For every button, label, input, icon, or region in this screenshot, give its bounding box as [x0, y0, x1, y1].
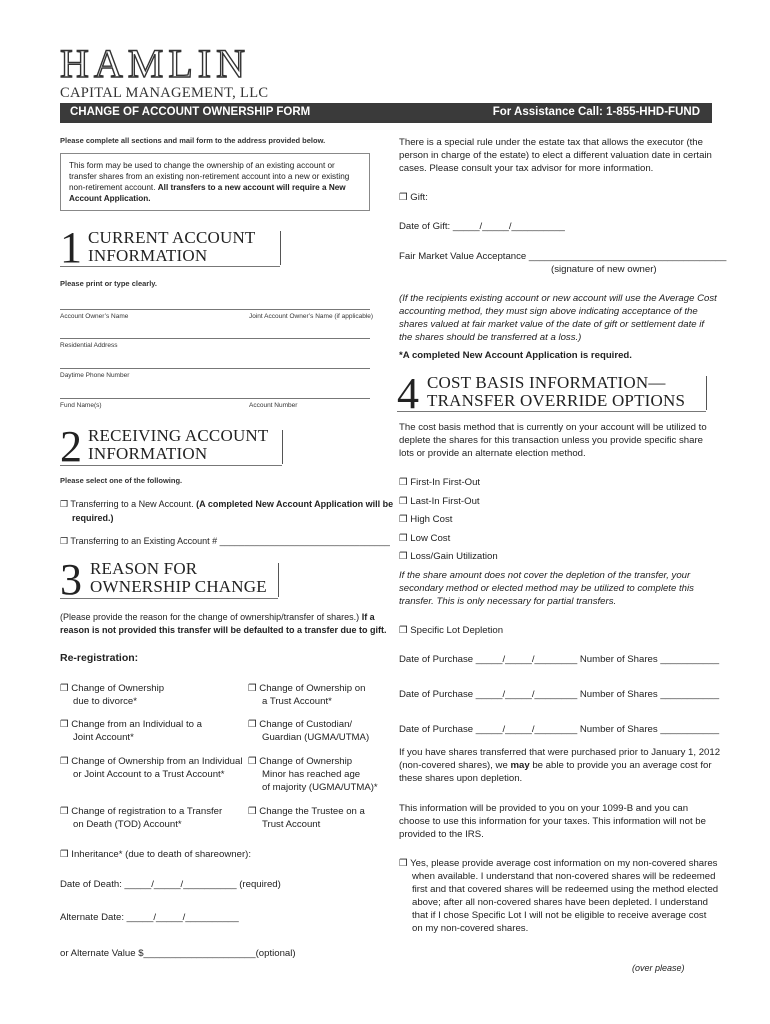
- section-4-bracket: [706, 376, 707, 410]
- opt-minor-cont2: of majority (UGMA/UTMA)*: [262, 782, 378, 793]
- intro-text: Please complete all sections and mail form to the address provided below.: [60, 136, 326, 145]
- opt-joint-label: Change from an Individual to a: [71, 719, 202, 730]
- section-1-title-line1: CURRENT ACCOUNT: [88, 228, 256, 247]
- checkbox-icon[interactable]: ❒: [248, 719, 257, 730]
- section-1-underline: [60, 266, 280, 267]
- option-new-account-note: (A completed New Account Application will be: [196, 499, 394, 509]
- checkbox-icon[interactable]: ❒: [60, 719, 69, 730]
- opt-tod[interactable]: [60, 805, 222, 818]
- section-2-title-line2: INFORMATION: [88, 444, 208, 463]
- section-3-underline: [60, 598, 278, 599]
- opt-high-cost[interactable]: [399, 513, 452, 526]
- checkbox-icon[interactable]: ❒: [399, 858, 408, 869]
- checkbox-icon[interactable]: ❒: [399, 514, 408, 525]
- checkbox-icon[interactable]: ❒: [399, 533, 408, 544]
- avg-note-line2: accounting method, they must sign above indicating acceptance of the: [399, 306, 698, 317]
- section-4-title-line1: COST BASIS INFORMATION—: [427, 373, 666, 392]
- option-existing-account[interactable]: [60, 535, 390, 547]
- info-line1: This information will be provided to you on your 1099-B and you can: [399, 803, 689, 814]
- opt-loss-gain-label: Loss/Gain Utilization: [410, 551, 498, 562]
- option-existing-account-label: Transferring to an Existing Account # __________________________________: [70, 536, 390, 546]
- noncovered-line2-may: may: [510, 760, 530, 771]
- application-required: *A completed New Account Application is required.: [399, 350, 632, 361]
- account-number-label: Account Number: [249, 402, 298, 409]
- opt-joint-cont: Joint Account*: [73, 732, 134, 743]
- opt-trust-cont: or Joint Account to a Trust Account*: [73, 769, 225, 780]
- option-new-account-note-cont: required.): [72, 513, 114, 523]
- alternate-date-field[interactable]: Alternate Date: _____/_____/__________: [60, 912, 239, 923]
- cost-basis-desc2: deplete the shares for this transaction unless you provide specific share: [399, 435, 703, 446]
- joint-owner-label: Joint Account Owner’s Name (if applicable): [249, 313, 374, 320]
- avg-note-line3: shares valued at fair market value of the date of gift or settlement date if: [399, 319, 705, 330]
- opt-minor[interactable]: [248, 755, 352, 768]
- fund-label: Fund Name(s): [60, 402, 102, 409]
- reason-note-text: (Please provide the reason for the change of ownership/transfer of shares.): [60, 612, 360, 622]
- checkbox-icon[interactable]: ❒: [248, 806, 257, 817]
- opt-gift-label: Gift:: [410, 192, 428, 203]
- over-please: (over please): [632, 963, 685, 973]
- avg-cost-line6: on my non-covered shares.: [412, 923, 529, 934]
- special-rule-line2: person in charge of the estate) to elect a different valuation date in certain: [399, 150, 712, 161]
- opt-joint[interactable]: [60, 718, 202, 731]
- opt-trustee-label: Change the Trustee on a: [259, 806, 365, 817]
- purchase-row-2[interactable]: Date of Purchase _____/_____/________ Number of Shares ___________: [399, 689, 720, 700]
- opt-loss-gain[interactable]: [399, 550, 498, 563]
- purchase-row-3[interactable]: Date of Purchase _____/_____/________ Number of Shares ___________: [399, 724, 720, 735]
- cost-basis-desc3: lots or provide an alternate election method.: [399, 448, 586, 459]
- noncovered-line2-c: be able to provide you an average cost for: [532, 760, 712, 771]
- checkbox-icon[interactable]: ❒: [60, 499, 69, 509]
- section-2-number: 2: [60, 422, 82, 471]
- checkbox-icon[interactable]: ❒: [248, 683, 257, 694]
- section-1-title-line2: INFORMATION: [88, 246, 208, 265]
- opt-tod-label: Change of registration to a Transfer: [71, 806, 223, 817]
- special-rule-line3: cases. Please consult your tax advisor for more information.: [399, 163, 654, 174]
- form-header-bar: [60, 103, 712, 123]
- assistance-phone: For Assistance Call: 1-855-HHD-FUND: [492, 106, 700, 118]
- opt-custodian-cont: Guardian (UGMA/UTMA): [262, 732, 370, 743]
- checkbox-icon[interactable]: ❒: [248, 756, 257, 767]
- reason-note-default: reason is not provided this transfer will be defaulted to a transfer due to gift.: [60, 625, 387, 635]
- section-3-number: 3: [60, 555, 82, 604]
- select-instruction: Please select one of the following.: [60, 476, 183, 485]
- checkbox-icon[interactable]: ❒: [399, 551, 408, 562]
- print-instruction: Please print or type clearly.: [60, 279, 157, 288]
- noncovered-line3: these shares upon depletion.: [399, 773, 523, 784]
- section-3-title-line2: OWNERSHIP CHANGE: [90, 577, 267, 596]
- section-4-number: 4: [397, 369, 419, 418]
- cost-basis-desc1: The cost basis method that is currently on your account will be utilized to: [399, 422, 707, 433]
- checkbox-icon[interactable]: ❒: [399, 192, 408, 203]
- opt-custodian[interactable]: [248, 718, 352, 731]
- fund-line[interactable]: [60, 398, 370, 399]
- opt-divorce-cont: due to divorce*: [73, 696, 137, 707]
- phone-line[interactable]: [60, 368, 370, 369]
- opt-divorce-label: Change of Ownership: [71, 683, 165, 694]
- owner-name-label: Account Owner’s Name: [60, 313, 129, 320]
- info-box-text: This form may be used to change the ownership of an existing account or transfer shares from an existing non-retirement account into a new or existing non-retirement account.: [69, 161, 350, 192]
- option-new-account[interactable]: [60, 498, 393, 510]
- info-box-bold: All transfers to a new account will require a New Account Application: [69, 183, 346, 203]
- partial-note-line1: If the share amount does not cover the depletion of the transfer, your: [399, 570, 691, 581]
- section-1-bracket: [280, 231, 281, 265]
- opt-trust[interactable]: [60, 755, 242, 768]
- section-2-bracket: [282, 430, 283, 464]
- info-line3: provided to the IRS.: [399, 829, 484, 840]
- opt-tod-cont: on Death (TOD) Account*: [73, 819, 182, 830]
- reason-note-bold: If a: [361, 612, 375, 622]
- partial-note-line3: transfer. This is only necessary for partial transfers.: [399, 596, 617, 607]
- opt-trustee-cont: Trust Account: [262, 819, 321, 830]
- reason-note: [60, 611, 375, 623]
- info-box: [60, 153, 370, 211]
- opt-lifo[interactable]: [399, 495, 480, 508]
- option-new-account-label: Transferring to a New Account.: [70, 499, 194, 509]
- opt-inheritance[interactable]: [60, 848, 251, 861]
- avg-note-line1: (If the recipients existing account or new account will use the Average Cost: [399, 293, 717, 304]
- checkbox-icon[interactable]: ❒: [60, 536, 69, 546]
- company-logo: HAMLIN: [60, 41, 250, 86]
- section-3-bracket: [278, 563, 279, 597]
- address-line[interactable]: [60, 338, 370, 339]
- opt-divorce[interactable]: [60, 682, 164, 695]
- company-subtitle: CAPITAL MANAGEMENT, LLC: [60, 85, 269, 101]
- opt-average-cost-label: Yes, please provide average cost information on my non-covered shares: [410, 858, 718, 869]
- signature-label: (signature of new owner): [551, 264, 657, 275]
- noncovered-line1: If you have shares transferred that were purchased prior to January 1, 2012: [399, 747, 721, 758]
- opt-fifo[interactable]: [399, 476, 480, 489]
- phone-label: Daytime Phone Number: [60, 372, 130, 379]
- info-box-period: .: [148, 194, 151, 203]
- section-1-number: 1: [60, 223, 82, 272]
- checkbox-icon[interactable]: ❒: [399, 625, 408, 636]
- address-label: Residential Address: [60, 342, 118, 349]
- reregistration-heading: Re-registration:: [60, 652, 139, 664]
- section-4-title-line2: TRANSFER OVERRIDE OPTIONS: [427, 391, 686, 410]
- opt-minor-label: Change of Ownership: [259, 756, 353, 767]
- opt-average-cost[interactable]: [399, 857, 717, 870]
- opt-trustee[interactable]: [248, 805, 365, 818]
- opt-lifo-label: Last-In First-Out: [410, 496, 480, 507]
- opt-specific-lot[interactable]: [399, 624, 503, 637]
- opt-fifo-label: First-In First-Out: [410, 477, 481, 488]
- opt-low-cost[interactable]: [399, 532, 450, 545]
- date-of-death-field[interactable]: Date of Death: _____/_____/__________ (required): [60, 879, 281, 890]
- opt-low-cost-label: Low Cost: [410, 533, 451, 544]
- alternate-value-field[interactable]: or Alternate Value $_____________________(optional): [60, 948, 296, 959]
- checkbox-icon[interactable]: ❒: [399, 496, 408, 507]
- opt-inheritance-label: Inheritance* (due to death of shareowner):: [71, 849, 252, 860]
- opt-gift[interactable]: [399, 191, 428, 204]
- avg-cost-line5: that if I chose Specific Lot I will not be eligible to receive average cost: [412, 910, 707, 921]
- opt-trust-account[interactable]: [248, 682, 365, 695]
- special-rule-line1: There is a special rule under the estate tax that allows the executor (the: [399, 137, 703, 148]
- checkbox-icon[interactable]: ❒: [60, 756, 69, 767]
- section-4-underline: [397, 411, 706, 412]
- opt-specific-lot-label: Specific Lot Depletion: [410, 625, 504, 636]
- checkbox-icon[interactable]: ❒: [60, 683, 69, 694]
- date-of-gift-field[interactable]: Date of Gift: _____/_____/__________: [399, 221, 565, 232]
- owner-name-line[interactable]: [60, 309, 370, 310]
- opt-trust-label: Change of Ownership from an Individual: [71, 756, 243, 767]
- info-line2: choose to use this information for your taxes. This information will not be: [399, 816, 706, 827]
- opt-trust-account-label: Change of Ownership on: [259, 683, 366, 694]
- section-2-underline: [60, 465, 282, 466]
- opt-minor-cont1: Minor has reached age: [262, 769, 361, 780]
- section-2-title-line1: RECEIVING ACCOUNT: [88, 426, 269, 445]
- partial-note-line2: secondary method or elected method may be utilized to complete this: [399, 583, 694, 594]
- section-3-title-line1: REASON FOR: [90, 559, 198, 578]
- checkbox-icon[interactable]: ❒: [60, 849, 69, 860]
- form-title: CHANGE OF ACCOUNT OWNERSHIP FORM: [70, 106, 311, 118]
- opt-custodian-label: Change of Custodian/: [259, 719, 353, 730]
- checkbox-icon[interactable]: ❒: [399, 477, 408, 488]
- opt-trust-account-cont: a Trust Account*: [262, 696, 332, 707]
- avg-cost-line2: when available. I understand that non-covered shares will be redeemed: [412, 871, 716, 882]
- fmv-acceptance-field[interactable]: Fair Market Value Acceptance _____________________________________: [399, 251, 727, 262]
- noncovered-line2: [399, 759, 712, 772]
- checkbox-icon[interactable]: ❒: [60, 806, 69, 817]
- avg-cost-line3: first and that covered shares will be redeemed using the method elected: [412, 884, 719, 895]
- purchase-row-1[interactable]: Date of Purchase _____/_____/________ Number of Shares ___________: [399, 654, 720, 665]
- avg-note-line4: the shares should be transferred at a loss.): [399, 332, 582, 343]
- noncovered-line2-a: (non-covered shares), we: [399, 760, 508, 771]
- avg-cost-line4: above; after all non-covered shares have been depleted. I understand: [412, 897, 709, 908]
- opt-high-cost-label: High Cost: [410, 514, 453, 525]
